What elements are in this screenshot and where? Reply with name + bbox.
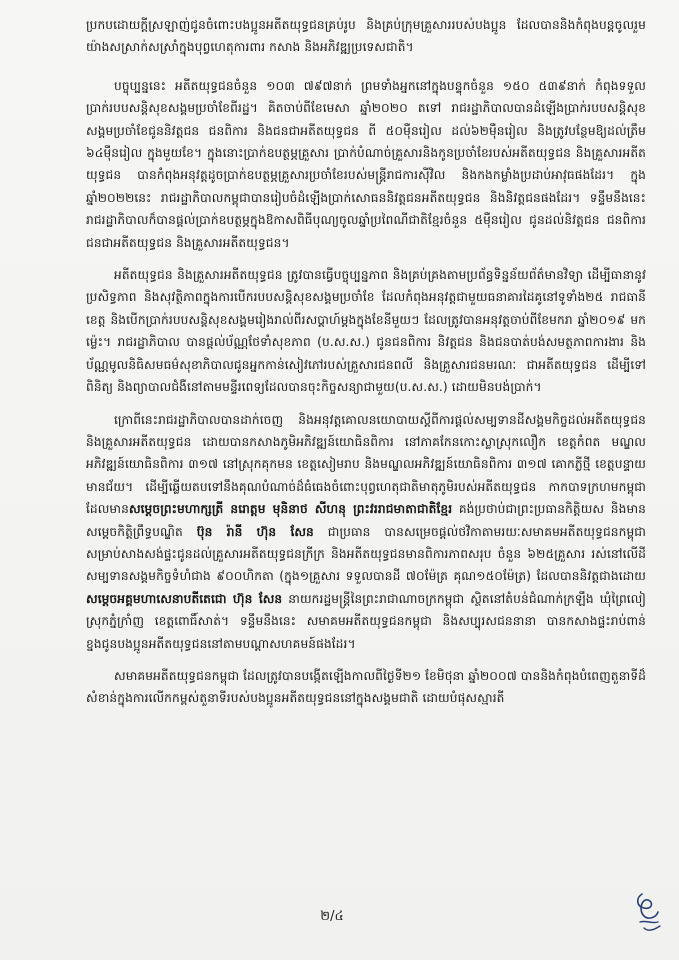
paragraph-social-land-text-1: ក្រោពីនេះរាជរដ្ឋាភិបាលបានដាក់ចេញ និងអនុវត្តគោលនយោបាយស្ដីពីការផ្ដល់សម្បទានដីសង្គមកិច្ចដល់អតីតយុទ្ធជន និងគ្រួសារអតីតយុទ្ធជន ដោយបានកសាងភូមិអភិវឌ្ឍន៍យោធិនពិការ នៅភាគកែនកោះស្លាស្រុកលឿក ខេត្តកំពត មណ្ឌលអភិវឌ្ឍន៍យោធិនពិការ ៣១៧ នៅស្រុកគុកមន ខេត្តសៀមរាប និងមណ្ឌលអភិវឌ្ឍន៍យោធិនពិការ ៣១៧ គោកភ្លីថ្មី ខេត្តបន្ទាយមានជ័យ។ ដើម្បីឆ្លើយតបទៅនឹងគុណបំណាច់ដ៏ធំធេងចំពោះបុព្វហេតុជាតិមាតុភូមិរបស់អតីតយុទ្ធជន កាកបាទក្រហមកម្ពុជា ដែលមាន xyxy=(86,412,646,517)
paragraph-intro: ប្រកបដោយក្ដីស្រឡាញ់ជូនចំពោះបងប្អូនអតីតយុទ្ធជនគ្រប់រូប និងគ្រប់ក្រុមគ្រួសាររបស់បងប្អូន ដែលបាននិងកំពុងបន្តចូលរួមយ៉ាងសស្រាក់សស្រាំក្នុងបុព្វហេតុការពារ កសាង និងអភិវឌ្ឍប្រទេសជាតិ។ xyxy=(86,18,646,55)
paragraph-social-land-text-2: គង់ប្រថាប់ជាព្រះប្រធានកិត្តិយស និងមានសម្ដេចកិត្តិព្រឹទ្ធបណ្ឌិត xyxy=(86,502,646,539)
document-body xyxy=(86,14,646,720)
paragraph-social-land xyxy=(86,409,646,655)
bun-rany-name: ប៊ុន រ៉ានី ហ៊ុន សែន xyxy=(196,524,314,539)
paragraph-veterans-allowance: បច្ចុប្បន្ននេះ អតីតយុទ្ធជនចំនួន ១០៣ ៧៩៧នាក់ ព្រមទាំងអ្នកនៅក្នុងបន្ទុកចំនួន ១៥០ ៥៣៩នាក់ កំពុងទទួលប្រាក់របបសន្តិសុខសង្គមប្រចាំខែពីរដ្ឋ។ គិតចាប់ពីខែមេសា ឆ្នាំ២០២០ តទៅ រាជរដ្ឋាភិបាលបានដំឡើងប្រាក់របបសន្តិសុខសង្គមប្រចាំខែជូននិវត្តជន ជនពិការ និងជនជាអតីតយុទ្ធជន ពី ៥០ម៉ឺនរៀល ដល់៦២ម៉ឺនរៀល និងត្រូវបន្ថែមឱ្យដល់ត្រឹម ៦៤ម៉ឺនរៀល ក្នុងមួយខែ។ ក្នុងនោះប្រាក់ឧបត្ថម្ភគ្រួសារ ប្រាក់បំណាច់គ្រួសារនិងកូនប្រចាំខែរបស់អតីតយុទ្ធជន និងគ្រួសារអតីតយុទ្ធជន បានកំពុងអនុវត្តដូចប្រាក់ឧបត្ថម្ភគ្រួសារប្រចាំខែរបស់មន្ត្រីរាជការស៊ីវិល និងកងកម្លាំងប្រដាប់អាវុធផងដែរ។ ក្នុងឆ្នាំ២០២២នេះ រាជរដ្ឋាភិបាលកម្ពុជាបានរៀបចំដំឡើងប្រាក់សោធននិវត្តជនអតីតយុទ្ធជន និងនិវត្តជនផងដែរ។ ទន្ទឹមនឹងនេះ រាជរដ្ឋាភិបាលក៏បានផ្ដល់ប្រាក់ឧបត្ថម្ភក្នុងឱកាសពិធីបុណ្យចូលឆ្នាំប្រពៃណីជាតិខ្មែរចំនួន ៥ម៉ឺនរៀល ជូនដល់និវត្តជន ជនពិការ ជនជាអតីតយុទ្ធជន និងគ្រួសារអតីតយុទ្ធជន។ xyxy=(86,78,646,250)
queen-mother-name: សម្ដេចព្រះមហាក្សត្រី នរោត្តម មុនិនាថ សីហនុ ព្រះវររាជមាតាជាតិខ្មែរ xyxy=(128,502,453,517)
paragraph-association: សមាគមអតីតយុទ្ធជនកម្ពុជា ដែលត្រូវបានបង្កើតឡើងកាលពីថ្ងៃទី២១ ខែមិថុនា ឆ្នាំ២០០៧ បាននិងកំពុងបំពេញតួនាទីដ៏សំខាន់ក្នុងការលើកកម្ពស់តួនាទីរបស់បងប្អូនអតីតយុទ្ធជននៅក្នុងសង្គមជាតិ ដោយបំផុសស្មារតី xyxy=(86,668,646,706)
handwritten-initials xyxy=(632,888,666,938)
paragraph-health-card: អតីតយុទ្ធជន និងគ្រួសារអតីតយុទ្ធជន ត្រូវបានធ្វើបច្ចុប្បន្នភាព និងគ្រប់គ្រងតាមប្រព័ន្ធទិន្នន័យព័ត៌មានវិទ្យា ដើម្បីធានានូវប្រសិទ្ធភាព និងសុវត្ថិភាពក្នុងការបើករបបសន្តិសុខសង្គមប្រចាំខែ ដែលកំពុងអនុវត្តជាមួយធនាគារដៃគូនៅទូទាំង២៥ រាជធានី ខេត្ត និងបើកប្រាក់របបសន្តិសុខសង្គមរៀងរាល់ពីរសប្ដាហ៍ម្ដងក្នុងខែនីមួយៗ ដែលត្រូវបានអនុវត្តចាប់ពីខែមករា ឆ្នាំ២០១៩ មកម្ល៉េះ។ រាជរដ្ឋាភិបាល បានផ្ដល់ប័ណ្ណថែទាំសុខភាព (ប.ស.ស.) ជូនជនពិការ និវត្តជន និងជនបាត់បង់សមត្ថភាពការងារ និងប័ណ្ណមូលនិធិសមធម៌សុខាភិបាលជូនអ្នកកាន់សៀវភៅរបស់គ្រួសារជនពលី និងគ្រួសារជនមរណៈ ជាអតីតយុទ្ធជន ដើម្បីទៅពិនិត្យ និងព្យាបាលជំងឺនៅតាមមន្ទីរពេទ្យដែលបានចុះកិច្ចសន្យាជាមួយ(ប.ស.ស.) ដោយមិនបង់ប្រាក់។ xyxy=(86,268,646,395)
hun-sen-name: សម្ដេចអគ្គមហាសេនាបតីតេជោ ហ៊ុន សែន xyxy=(86,591,283,606)
page-number: ២/៤ xyxy=(320,909,344,924)
paragraph-social-land-text-4: នាយករដ្ឋមន្ត្រីនៃព្រះរាជាណាចក្រកម្ពុជា ស្ថិតនៅតំបន់ជំណាក់ក្រឡឹង ឃុំព្រៃលៀ ស្រុកភ្នំក្រាំញ ខេត្តពោធិ៍សាត់។ ទន្ទឹមនឹងនេះ សមាគមអតីតយុទ្ធជនកម្ពុជា និងសប្បុរសជននានា បានកសាងផ្ទះរាប់ពាន់ខ្នងជូនបងប្អូនអតីតយុទ្ធជននៅតាមបណ្ដាសហគមន៍ផងដែរ។ xyxy=(86,591,646,651)
paragraph-social-land-text-3: ជាប្រធាន បានសម្រេចផ្ដល់ថវិកាតាមរយៈសមាគមអតីតយុទ្ធជនកម្ពុជា សម្រាប់សាងសង់ផ្ទះជូនដល់គ្រួសារអតីតយុទ្ធជនក្រីក្រ និងអតីតយុទ្ធជនមានពិការភាពសរុប ចំនួន ៦២៥គ្រួសារ រស់នៅលើដីសម្បទានសង្គមកិច្ចទំហំជាង ៩០០ហិកតា (ក្នុង១គ្រួសារ ទទួលបានដី ៧០ម៉ែត្រ គុណ១៥០ម៉ែត្រ) ដែលបាននិវត្តជាងដោយ xyxy=(86,524,647,584)
